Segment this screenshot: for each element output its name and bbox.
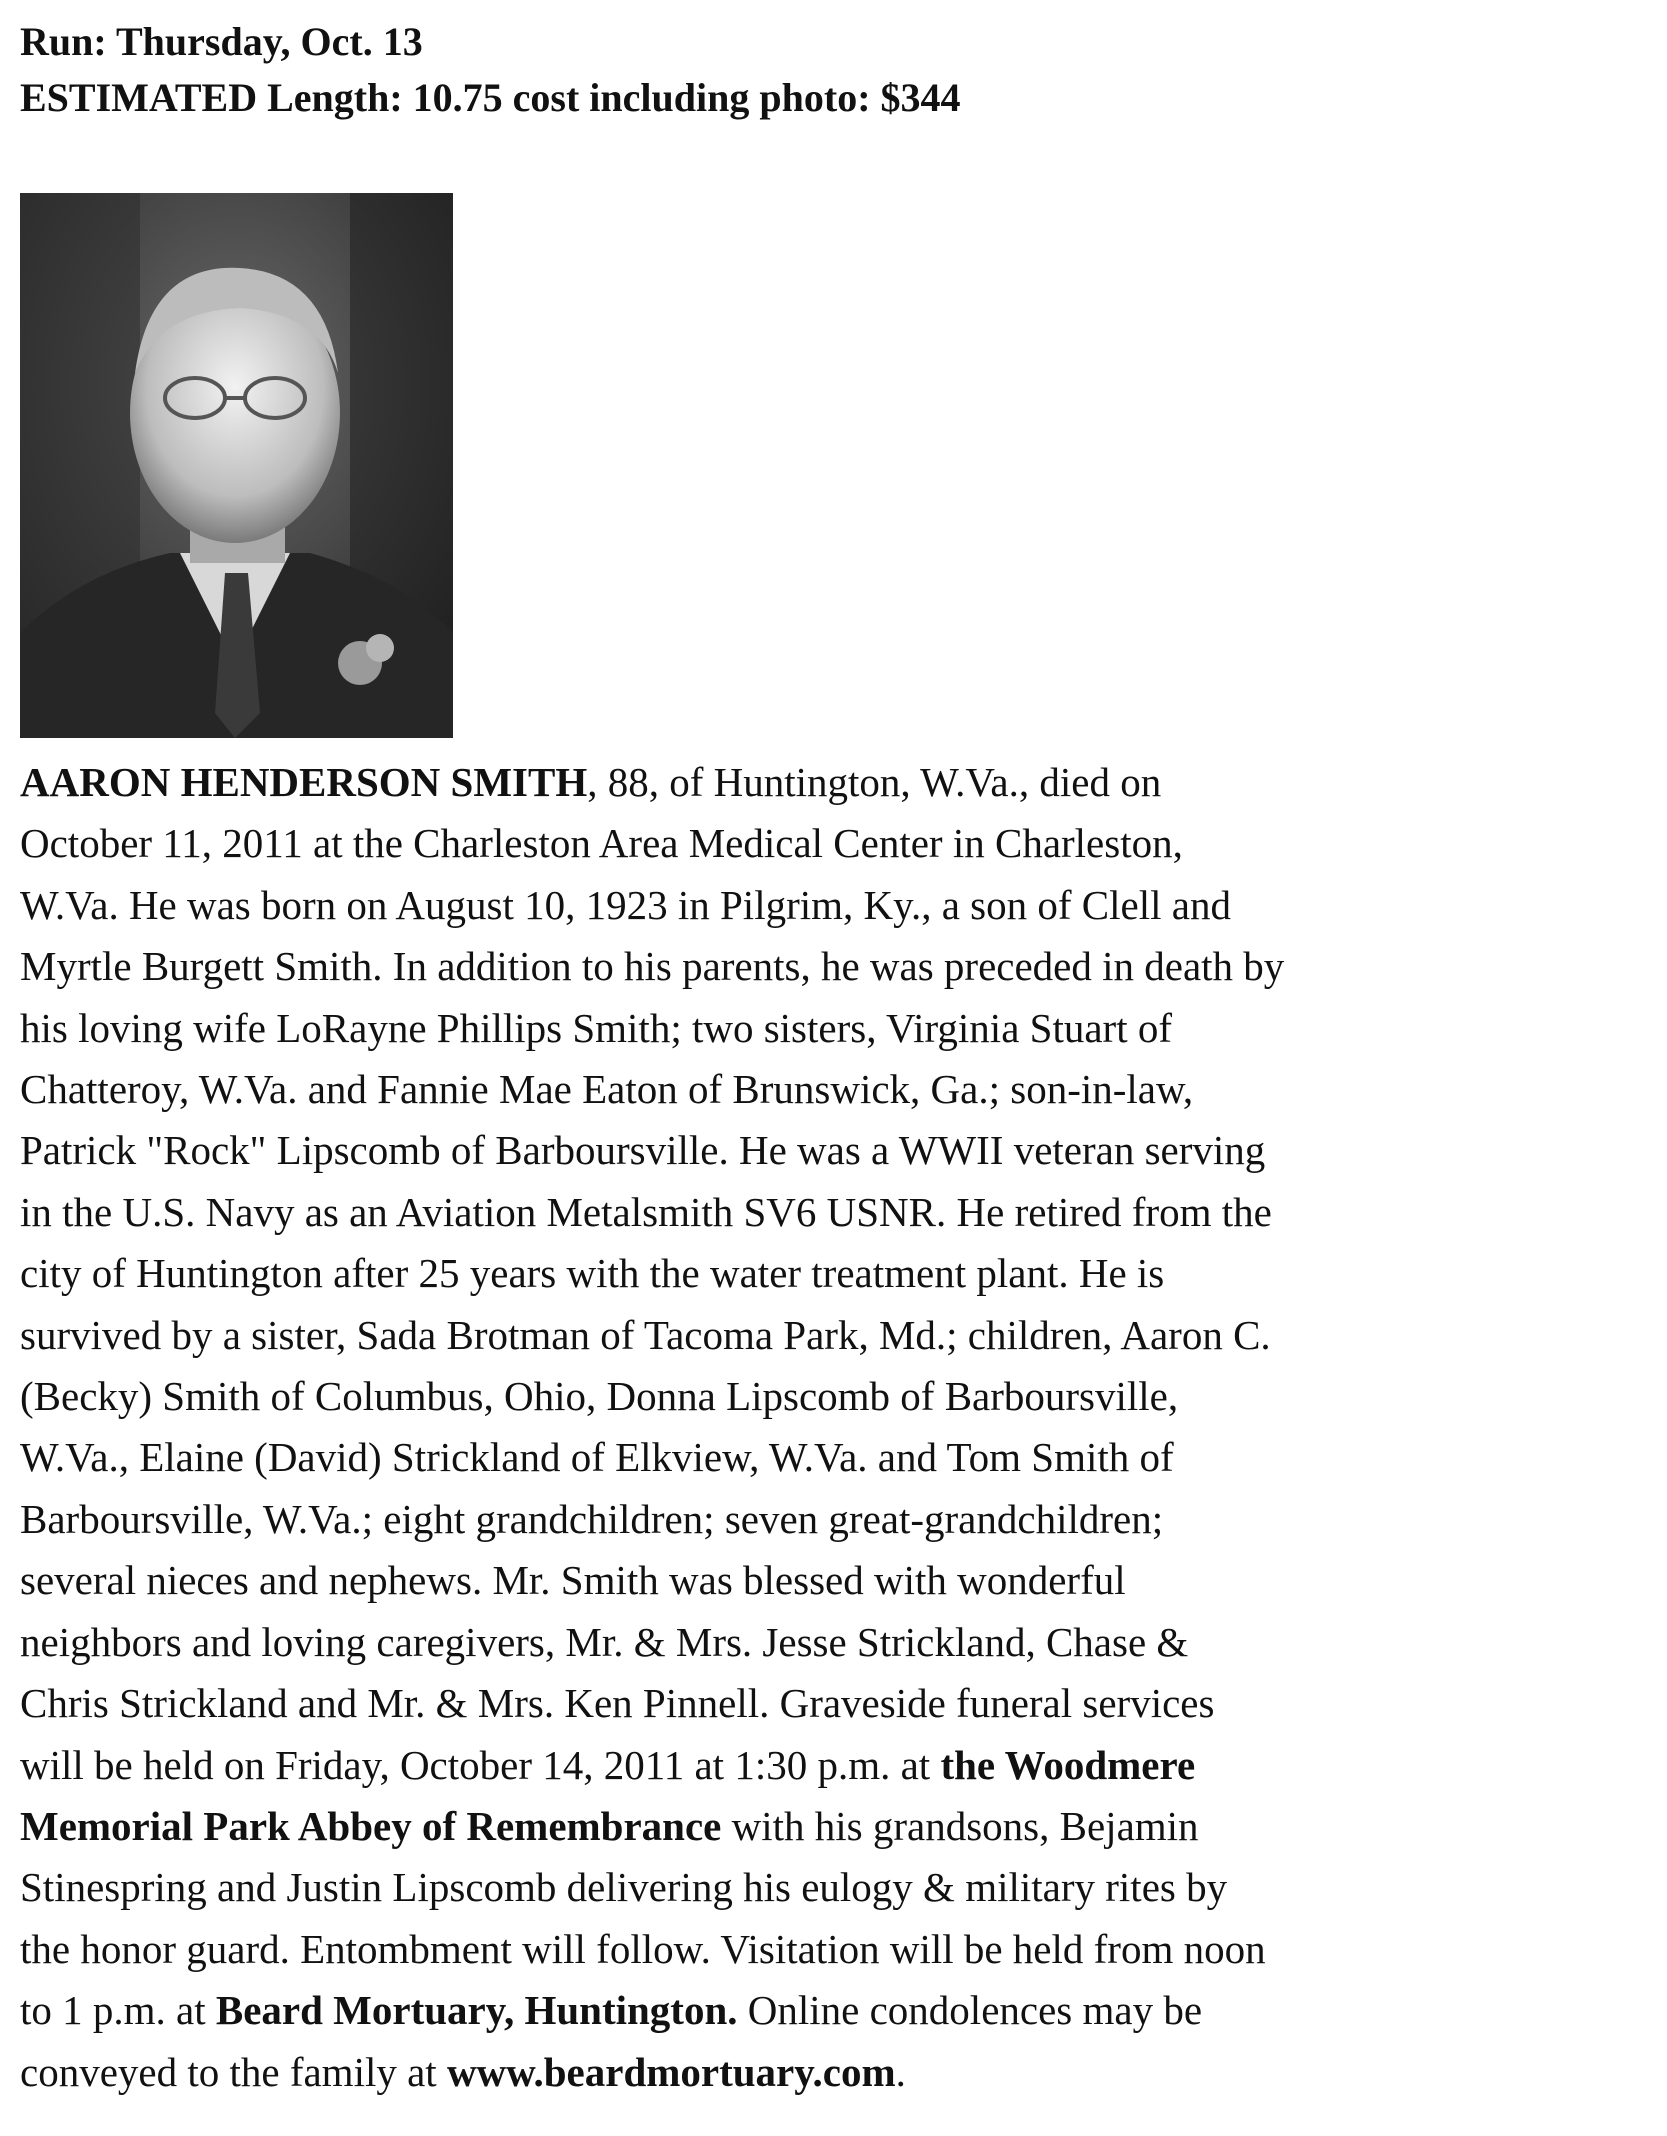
obituary-text-segment: will be held on Friday, October 14, 2011 at 1:30 p.m. at xyxy=(20,1741,941,1788)
obituary-text-segment: city of Huntington after 25 years with the water treatment plant. He is xyxy=(20,1250,1165,1297)
obituary-text-segment: Chris Strickland and Mr. & Mrs. Ken Pinnell. Graveside funeral services xyxy=(20,1680,1215,1727)
obituary-text xyxy=(20,752,1660,2103)
obituary-text-segment: Stinespring and Justin Lipscomb delivering his eulogy & military rites by xyxy=(20,1864,1228,1911)
obituary-line xyxy=(20,1243,1660,1304)
obituary-text-segment: October 11, 2011 at the Charleston Area Medical Center in Charleston, xyxy=(20,820,1183,867)
obituary-line xyxy=(20,1550,1660,1611)
obituary-line xyxy=(20,1366,1660,1427)
obituary-line xyxy=(20,1735,1660,1796)
obituary-text-segment: Online condolences may be xyxy=(737,1987,1203,2034)
obituary-text-segment: Patrick "Rock" Lipscomb of Barboursville. He was a WWII veteran serving xyxy=(20,1127,1266,1174)
obituary-text-segment: neighbors and loving caregivers, Mr. & Mrs. Jesse Strickland, Chase & xyxy=(20,1618,1189,1665)
obituary-bold-text: www.beardmortuary.com xyxy=(446,2048,896,2095)
obituary-text-segment: survived by a sister, Sada Brotman of Tacoma Park, Md.; children, Aaron C. xyxy=(20,1311,1271,1358)
obituary-bold-text: Memorial Park Abbey of Remembrance xyxy=(20,1802,722,1849)
portrait-image xyxy=(20,193,453,738)
obituary-line xyxy=(20,813,1660,874)
obituary-text-segment: W.Va., Elaine (David) Strickland of Elkview, W.Va. and Tom Smith of xyxy=(20,1434,1174,1481)
obituary-line xyxy=(20,752,1660,813)
obituary-line xyxy=(20,1612,1660,1673)
obituary-line xyxy=(20,998,1660,1059)
obituary-text-segment: the honor guard. Entombment will follow. Visitation will be held from noon xyxy=(20,1925,1266,1972)
run-date-label: Run: Thursday, Oct. 13 xyxy=(20,19,423,64)
estimate-cost-label: ESTIMATED Length: 10.75 cost including photo: $344 xyxy=(20,75,961,120)
portrait-photo xyxy=(20,193,453,738)
obituary-text-segment: W.Va. He was born on August 10, 1923 in Pilgrim, Ky., a son of Clell and xyxy=(20,881,1231,928)
obituary-line xyxy=(20,1120,1660,1181)
obituary-text-segment: conveyed to the family at xyxy=(20,2048,447,2095)
obituary-text-segment: to 1 p.m. at xyxy=(20,1987,216,2034)
obituary-text-segment: (Becky) Smith of Columbus, Ohio, Donna Lipscomb of Barboursville, xyxy=(20,1373,1179,1420)
obituary-text-segment: in the U.S. Navy as an Aviation Metalsmith SV6 USNR. He retired from the xyxy=(20,1188,1272,1235)
obituary-text-segment: Barboursville, W.Va.; eight grandchildren; seven great-grandchildren; xyxy=(20,1495,1164,1542)
obituary-line xyxy=(20,1673,1660,1734)
obituary-bold-text: the Woodmere xyxy=(940,1741,1196,1788)
obituary-line xyxy=(20,1796,1660,1857)
obituary-line xyxy=(20,875,1660,936)
obituary-text-segment: with his grandsons, Bejamin xyxy=(721,1802,1199,1849)
obituary-bold-text: Beard Mortuary, Huntington. xyxy=(215,1987,738,2034)
obituary-line xyxy=(20,1305,1660,1366)
obituary-bold-text: AARON HENDERSON SMITH xyxy=(20,759,588,805)
obituary-line xyxy=(20,1182,1660,1243)
obituary-text-segment: several nieces and nephews. Mr. Smith was blessed with wonderful xyxy=(20,1557,1126,1604)
obituary-line xyxy=(20,1857,1660,1918)
obituary-text-segment: Chatteroy, W.Va. and Fannie Mae Eaton of Brunswick, Ga.; son-in-law, xyxy=(20,1066,1194,1113)
obituary-line xyxy=(20,1427,1660,1488)
ad-header xyxy=(20,14,961,126)
obituary-text-segment: , 88, of Huntington, W.Va., died on xyxy=(587,759,1162,805)
obituary-line xyxy=(20,1059,1660,1120)
obituary-line xyxy=(20,1980,1660,2041)
obituary-line xyxy=(20,936,1660,997)
obituary-line xyxy=(20,2042,1660,2103)
obituary-text-segment: . xyxy=(895,2048,906,2095)
obituary-line xyxy=(20,1489,1660,1550)
obituary-line xyxy=(20,1919,1660,1980)
obituary-text-segment: Myrtle Burgett Smith. In addition to his parents, he was preceded in death by xyxy=(20,943,1285,990)
obituary-text-segment: his loving wife LoRayne Phillips Smith; two sisters, Virginia Stuart of xyxy=(20,1004,1172,1051)
